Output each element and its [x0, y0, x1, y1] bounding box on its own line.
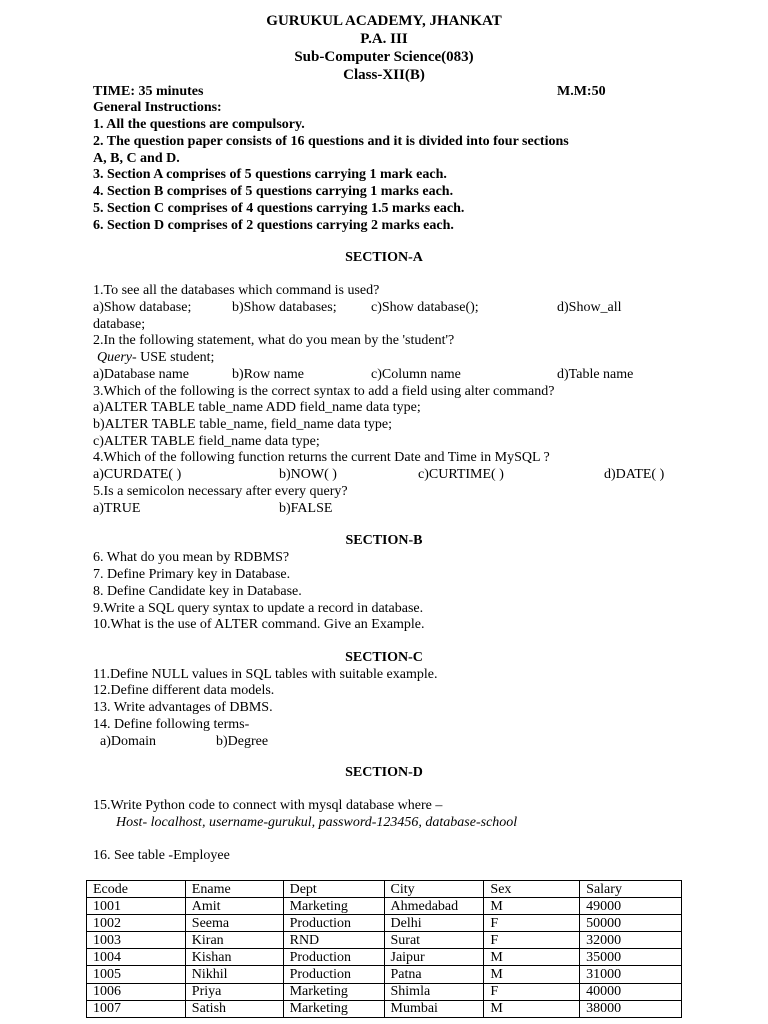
table-cell: Delhi [384, 915, 484, 932]
header-cell: Salary [580, 881, 682, 898]
table-cell: Jaipur [384, 949, 484, 966]
time-label: TIME: 35 minutes [93, 84, 204, 99]
q2-option-d: d)Table name [557, 367, 634, 382]
table-cell: Surat [384, 932, 484, 949]
table-cell: Marketing [283, 898, 384, 915]
question-12: 12.Define different data models. [93, 683, 275, 698]
table-cell: F [484, 915, 580, 932]
table-cell: 35000 [580, 949, 682, 966]
table-cell: RND [283, 932, 384, 949]
q2-query-label: Query [97, 350, 132, 365]
table-cell: F [484, 983, 580, 1000]
instruction-item: A, B, C and D. [93, 151, 180, 166]
table-cell: Shimla [384, 983, 484, 1000]
header-cell: Dept [283, 881, 384, 898]
table-cell: F [484, 932, 580, 949]
table-row [87, 898, 682, 915]
table-cell: 40000 [580, 983, 682, 1000]
instruction-item: 3. Section A comprises of 5 questions carrying 1 mark each. [93, 167, 447, 182]
table-cell: Priya [185, 983, 283, 1000]
table-cell: Mumbai [384, 1000, 484, 1017]
section-a-title: SECTION-A [345, 250, 423, 265]
table-cell: Kishan [185, 949, 283, 966]
employee-table [86, 880, 682, 1018]
q14-term-a: a)Domain [100, 734, 156, 749]
q3-option-b: b)ALTER TABLE table_name, field_name data type; [93, 417, 393, 432]
q5-option-a: a)TRUE [93, 501, 141, 516]
question-11: 11.Define NULL values in SQL tables with suitable example. [93, 667, 438, 682]
table-row [87, 983, 682, 1000]
table-cell: Ahmedabad [384, 898, 484, 915]
table-cell: Kiran [185, 932, 283, 949]
q14-term-b: b)Degree [216, 734, 269, 749]
question-15: 15.Write Python code to connect with mysql database where – [93, 798, 443, 813]
table-cell: 38000 [580, 1000, 682, 1017]
instruction-item: 2. The question paper consists of 16 questions and it is divided into four sections [93, 134, 569, 149]
section-c-title: SECTION-C [345, 650, 423, 665]
table-cell: 1004 [87, 949, 186, 966]
q2-query [97, 350, 214, 367]
q15-connection-details: Host- localhost, username-gurukul, password-123456, database-school [116, 815, 518, 830]
exam-title: P.A. III [360, 31, 408, 47]
q4-option-b: b)NOW( ) [279, 467, 337, 482]
header-cell: Ename [185, 881, 283, 898]
table-cell: M [484, 966, 580, 983]
q2-option-a: a)Database name [93, 367, 189, 382]
question-8: 8. Define Candidate key in Database. [93, 584, 302, 599]
table-cell: 1005 [87, 966, 186, 983]
question-4: 4.Which of the following function returns the current Date and Time in MySQL ? [93, 450, 550, 465]
table-cell: Marketing [283, 983, 384, 1000]
table-cell: Patna [384, 966, 484, 983]
q2-option-b: b)Row name [232, 367, 304, 382]
table-cell: 50000 [580, 915, 682, 932]
table-row [87, 915, 682, 932]
table-cell: Production [283, 915, 384, 932]
subject-title: Sub-Computer Science(083) [294, 49, 474, 65]
table-cell: 32000 [580, 932, 682, 949]
instructions-title: General Instructions: [93, 100, 222, 115]
table-cell: M [484, 898, 580, 915]
question-1: 1.To see all the databases which command is used? [93, 283, 380, 298]
question-3: 3.Which of the following is the correct syntax to add a field using alter command? [93, 384, 555, 399]
table-header-row [87, 881, 682, 898]
table-cell: Production [283, 966, 384, 983]
table-row [87, 966, 682, 983]
section-d-title: SECTION-D [345, 765, 423, 780]
q1-option-a: a)Show database; [93, 300, 192, 315]
question-5: 5.Is a semicolon necessary after every query? [93, 484, 348, 499]
table-cell: 31000 [580, 966, 682, 983]
question-10: 10.What is the use of ALTER command. Give an Example. [93, 617, 425, 632]
table-cell: 1003 [87, 932, 186, 949]
instruction-item: 4. Section B comprises of 5 questions carrying 1 marks each. [93, 184, 454, 199]
table-row [87, 932, 682, 949]
q2-option-c: c)Column name [371, 367, 461, 382]
q4-option-a: a)CURDATE( ) [93, 467, 182, 482]
question-6: 6. What do you mean by RDBMS? [93, 550, 290, 565]
question-9: 9.Write a SQL query syntax to update a record in database. [93, 601, 424, 616]
table-cell: 1007 [87, 1000, 186, 1017]
table-cell: Nikhil [185, 966, 283, 983]
table-cell: Satish [185, 1000, 283, 1017]
question-16: 16. See table -Employee [93, 848, 230, 863]
q1-option-d: d)Show_all [557, 300, 622, 315]
instruction-item: 1. All the questions are compulsory. [93, 117, 305, 132]
q1-option-c: c)Show database(); [371, 300, 479, 315]
table-cell: 1001 [87, 898, 186, 915]
instruction-item: 6. Section D comprises of 2 questions carrying 2 marks each. [93, 218, 454, 233]
instruction-item: 5. Section C comprises of 4 questions carrying 1.5 marks each. [93, 201, 465, 216]
q4-option-c: c)CURTIME( ) [418, 467, 504, 482]
question-7: 7. Define Primary key in Database. [93, 567, 291, 582]
q5-option-b: b)FALSE [279, 501, 333, 516]
header-cell: Sex [484, 881, 580, 898]
q3-option-c: c)ALTER TABLE field_name data type; [93, 434, 320, 449]
table-cell: M [484, 949, 580, 966]
header-cell: City [384, 881, 484, 898]
table-cell: Amit [185, 898, 283, 915]
q3-option-a: a)ALTER TABLE table_name ADD field_name data type; [93, 400, 421, 415]
q1-option-d-cont: database; [93, 317, 146, 332]
q4-option-d: d)DATE( ) [604, 467, 665, 482]
max-marks: M.M:50 [557, 84, 606, 99]
question-2: 2.In the following statement, what do you mean by the 'student'? [93, 333, 455, 348]
table-row [87, 949, 682, 966]
table-cell: Production [283, 949, 384, 966]
question-14: 14. Define following terms- [93, 717, 250, 732]
table-row [87, 1000, 682, 1017]
table-cell: 1002 [87, 915, 186, 932]
class-title: Class-XII(B) [343, 67, 425, 83]
table-cell: Seema [185, 915, 283, 932]
table-cell: Marketing [283, 1000, 384, 1017]
school-name: GURUKUL ACADEMY, JHANKAT [266, 13, 502, 29]
header-cell: Ecode [87, 881, 186, 898]
table-cell: 1006 [87, 983, 186, 1000]
q1-option-b: b)Show databases; [232, 300, 337, 315]
section-b-title: SECTION-B [345, 533, 423, 548]
question-13: 13. Write advantages of DBMS. [93, 700, 273, 715]
table-cell: 49000 [580, 898, 682, 915]
q2-query-text: - USE student; [132, 350, 215, 365]
table-cell: M [484, 1000, 580, 1017]
